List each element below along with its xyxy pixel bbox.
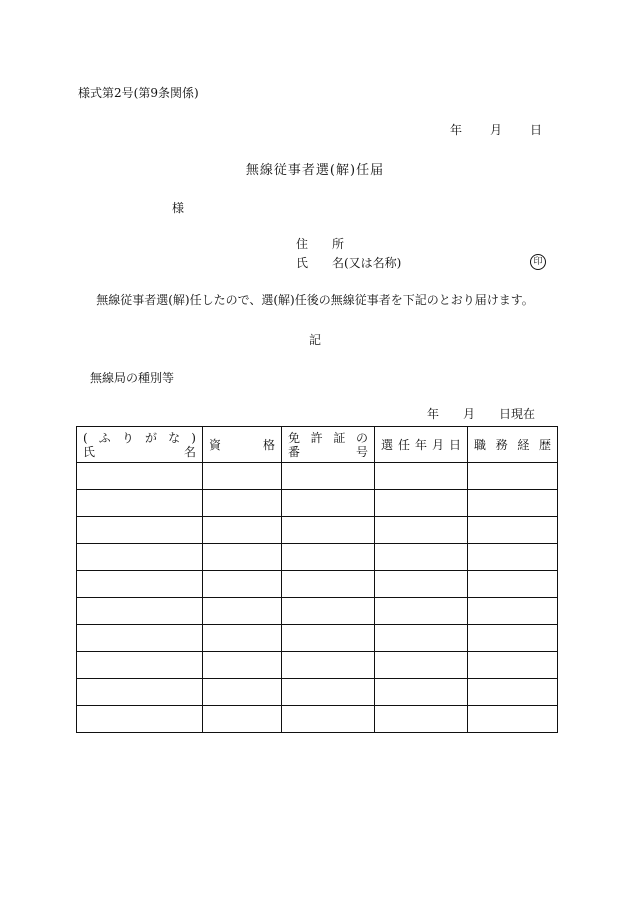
cell-qualification[interactable] — [203, 625, 282, 652]
table-row — [77, 598, 558, 625]
header-license-number: 免 許 証 の 番 号 — [282, 427, 375, 463]
table-row — [77, 652, 558, 679]
operator-table — [76, 426, 558, 733]
cell-career[interactable] — [468, 652, 558, 679]
header-qualification: 資 格 — [203, 427, 282, 463]
cell-name[interactable] — [77, 679, 203, 706]
header-name-kanji: 氏 名 — [83, 444, 196, 459]
cell-license-number[interactable] — [282, 652, 375, 679]
cell-appointment-date[interactable] — [375, 571, 468, 598]
table-row — [77, 625, 558, 652]
cell-appointment-date[interactable] — [375, 490, 468, 517]
cell-name[interactable] — [77, 652, 203, 679]
cell-name[interactable] — [77, 490, 203, 517]
cell-career[interactable] — [468, 490, 558, 517]
seal-mark: 印 — [530, 254, 546, 270]
date-month: 月 — [490, 123, 503, 137]
submission-date — [450, 121, 542, 138]
cell-appointment-date[interactable] — [375, 544, 468, 571]
cell-career[interactable] — [468, 598, 558, 625]
cell-appointment-date[interactable] — [375, 679, 468, 706]
cell-license-number[interactable] — [282, 463, 375, 490]
address-label: 住 所 — [296, 237, 345, 251]
as-of-month: 月 — [463, 407, 476, 421]
cell-name[interactable] — [77, 706, 203, 733]
cell-appointment-date[interactable] — [375, 706, 468, 733]
header-name — [77, 427, 203, 463]
cell-career[interactable] — [468, 463, 558, 490]
cell-career[interactable] — [468, 679, 558, 706]
cell-appointment-date[interactable] — [375, 463, 468, 490]
table-row — [77, 544, 558, 571]
cell-license-number[interactable] — [282, 490, 375, 517]
cell-qualification[interactable] — [203, 517, 282, 544]
as-of-day: 日現在 — [499, 407, 536, 421]
cell-name[interactable] — [77, 598, 203, 625]
cell-qualification[interactable] — [203, 544, 282, 571]
cell-qualification[interactable] — [203, 598, 282, 625]
cell-license-number[interactable] — [282, 598, 375, 625]
cell-license-number[interactable] — [282, 544, 375, 571]
table-row — [77, 571, 558, 598]
cell-license-number[interactable] — [282, 625, 375, 652]
cell-name[interactable] — [77, 571, 203, 598]
header-appointment-date: 選 任 年 月 日 — [375, 427, 468, 463]
form-number: 様式第2号(第9条関係) — [78, 86, 199, 100]
addressee-suffix: 様 — [172, 201, 185, 215]
table-row — [77, 706, 558, 733]
cell-name[interactable] — [77, 463, 203, 490]
cell-qualification[interactable] — [203, 490, 282, 517]
cell-license-number[interactable] — [282, 517, 375, 544]
cell-career[interactable] — [468, 517, 558, 544]
date-day: 日 — [530, 123, 543, 137]
cell-license-number[interactable] — [282, 679, 375, 706]
document-title: 無線従事者選(解)任届 — [245, 163, 385, 178]
cell-license-number[interactable] — [282, 706, 375, 733]
station-type-label: 無線局の種別等 — [90, 371, 175, 385]
cell-appointment-date[interactable] — [375, 598, 468, 625]
name-label: 氏 名(又は名称) — [296, 256, 402, 270]
cell-name[interactable] — [77, 517, 203, 544]
cell-appointment-date[interactable] — [375, 625, 468, 652]
cell-qualification[interactable] — [203, 706, 282, 733]
as-of-date — [427, 405, 535, 422]
date-year: 年 — [450, 123, 463, 137]
header-furigana: ( ふ り が な ) — [83, 430, 196, 445]
cell-qualification[interactable] — [203, 463, 282, 490]
table-row — [77, 490, 558, 517]
cell-license-number[interactable] — [282, 571, 375, 598]
cell-appointment-date[interactable] — [375, 517, 468, 544]
cell-qualification[interactable] — [203, 571, 282, 598]
table-row — [77, 679, 558, 706]
cell-qualification[interactable] — [203, 679, 282, 706]
as-of-year: 年 — [427, 407, 440, 421]
notice-body-text: 無線従事者選(解)任したので、選(解)任後の無線従事者を下記のとおり届けます。 — [96, 293, 534, 307]
table-row — [77, 463, 558, 490]
table-row — [77, 517, 558, 544]
cell-qualification[interactable] — [203, 652, 282, 679]
cell-appointment-date[interactable] — [375, 652, 468, 679]
table-body — [77, 463, 558, 733]
ki-heading: 記 — [308, 333, 321, 347]
cell-career[interactable] — [468, 571, 558, 598]
cell-name[interactable] — [77, 544, 203, 571]
cell-career[interactable] — [468, 706, 558, 733]
header-career: 職 務 経 歴 — [468, 427, 558, 463]
cell-career[interactable] — [468, 625, 558, 652]
table-header-row — [77, 427, 558, 463]
cell-career[interactable] — [468, 544, 558, 571]
cell-name[interactable] — [77, 625, 203, 652]
